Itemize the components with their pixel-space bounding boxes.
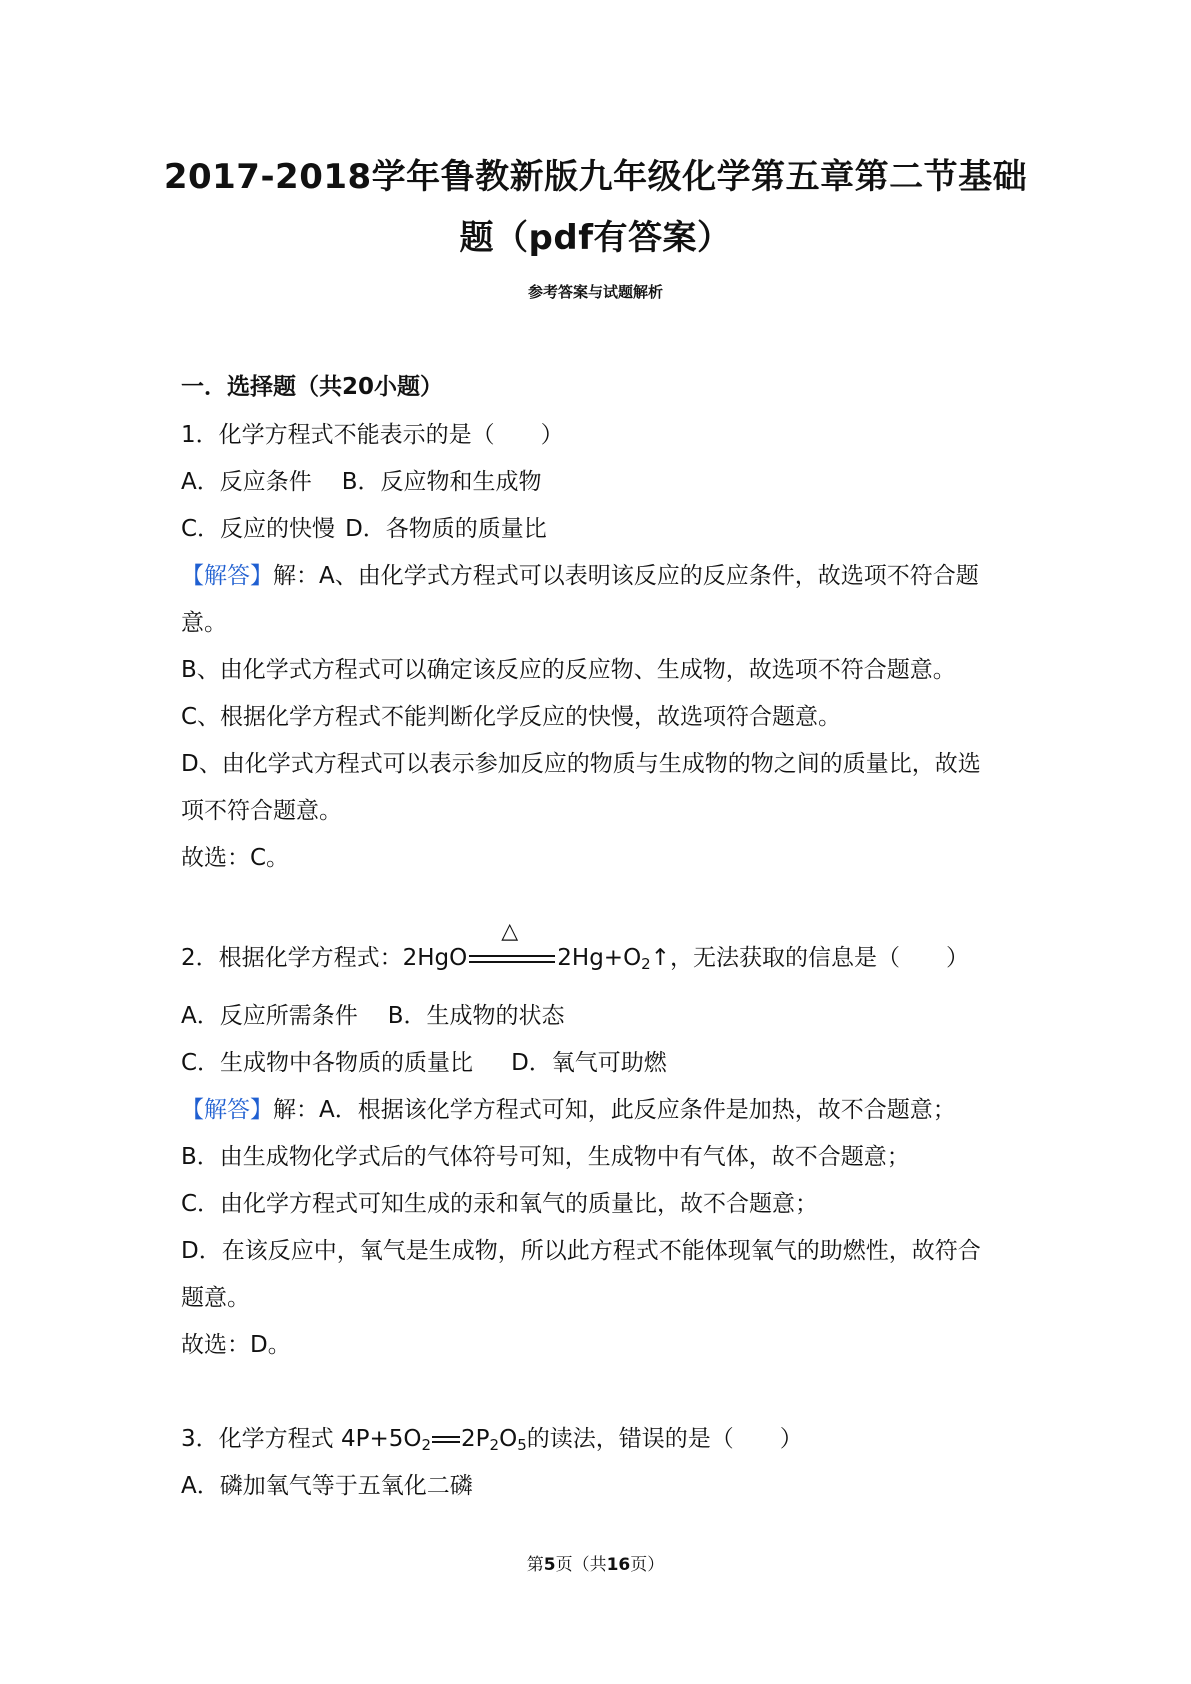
footer-page-number: 5: [543, 1555, 556, 1575]
question-2-answer-line-4: D．在该反应中，氧气是生成物，所以此方程式不能体现氧气的助燃性，故符合: [181, 1238, 981, 1264]
question-2-options-cd: [181, 1048, 667, 1078]
heat-triangle-icon: △: [501, 918, 519, 944]
subscript: 2: [421, 1436, 432, 1454]
question-2-option-a: A．反应所需条件: [181, 1003, 358, 1029]
question-1-answer-line-6: 项不符合题意。: [181, 798, 342, 824]
document-title-line-2: 题（pdf有答案）: [459, 218, 732, 258]
footer-mid: 页（共: [555, 1555, 607, 1575]
question-2-product-subscript: 2: [641, 955, 651, 973]
question-2-stem-suffix: ↑，无法获取的信息是（ ）: [650, 945, 969, 971]
equation-equals-sign: [432, 1433, 460, 1447]
question-1-options-ab: [181, 467, 542, 497]
question-3-option-a: A．磷加氧气等于五氧化二磷: [181, 1473, 473, 1499]
section-heading: 一．选择题（共20小题）: [181, 374, 444, 400]
question-2-answer-line-2: B．由生成物化学式后的气体符号可知，生成物中有气体，故不合题意；: [181, 1144, 910, 1170]
question-1-option-c: C．反应的快慢: [181, 516, 336, 542]
question-1-answer-line-5: D、由化学式方程式可以表示参加反应的物质与生成物的物之间的质量比，故选: [181, 751, 981, 777]
question-2-answer-line-3: C．由化学方程式可知生成的汞和氧气的质量比，故不合题意；: [181, 1191, 819, 1217]
page-footer: [0, 1550, 1191, 1575]
question-2-option-d: D．氧气可助燃: [511, 1050, 667, 1076]
question-3-stem-part-a: 3．化学方程式 4P+5O: [181, 1426, 422, 1452]
document-title-line-1: 2017-2018学年鲁教新版九年级化学第五章第二节基础: [163, 157, 1028, 197]
question-1-answer-line-4: C、根据化学方程式不能判断化学反应的快慢，故选项符合题意。: [181, 704, 842, 730]
footer-prefix: 第: [526, 1555, 544, 1575]
question-1-answer-line-1: [181, 561, 979, 591]
answer-text: 解：A、由化学式方程式可以表明该反应的反应条件，故选项不符合题: [273, 563, 979, 589]
subscript: 5: [517, 1436, 527, 1454]
question-2-options-ab: [181, 1001, 565, 1031]
question-2-option-c: C．生成物中各物质的质量比: [181, 1050, 474, 1076]
question-1-choice: 故选：C。: [181, 845, 290, 871]
question-3-stem-part-b: 2P: [461, 1426, 490, 1452]
question-1-option-d: D．各物质的质量比: [345, 516, 547, 542]
question-1-answer-line-2: 意。: [181, 610, 227, 636]
answer-tag: 【解答】: [181, 563, 273, 589]
question-1-answer-line-3: B、由化学式方程式可以确定该反应的反应物、生成物，故选项不符合题意。: [181, 657, 956, 683]
question-2-option-b: B．生成物的状态: [387, 1003, 565, 1029]
question-1-stem: 1．化学方程式不能表示的是（ ）: [181, 422, 564, 448]
question-1-option-b: B．反应物和生成物: [341, 469, 542, 495]
question-2-choice: 故选：D。: [181, 1332, 291, 1358]
subscript: 2: [489, 1436, 500, 1454]
footer-suffix: 页）: [630, 1555, 665, 1575]
question-3-stem-part-c: O: [499, 1426, 518, 1452]
question-2-product: 2Hg+O: [557, 945, 642, 971]
question-2-stem-prefix: 2．根据化学方程式：2HgO: [181, 945, 468, 971]
equation-heat-sign: [469, 918, 555, 969]
document-subtitle: 参考答案与试题解析: [527, 283, 663, 301]
answer-text: 解：A．根据该化学方程式可知，此反应条件是加热，故不合题意；: [273, 1097, 956, 1123]
question-1-options-cd: [181, 514, 547, 544]
footer-total-pages: 16: [606, 1555, 631, 1575]
question-2-stem: [181, 918, 969, 979]
question-2-answer-line-5: 题意。: [181, 1285, 250, 1311]
question-3-stem-part-d: 的读法，错误的是（ ）: [526, 1426, 803, 1452]
answer-tag: 【解答】: [181, 1097, 273, 1123]
question-1-option-a: A．反应条件: [181, 469, 312, 495]
question-3-stem: [181, 1424, 803, 1460]
question-2-answer-line-1: [181, 1095, 956, 1125]
